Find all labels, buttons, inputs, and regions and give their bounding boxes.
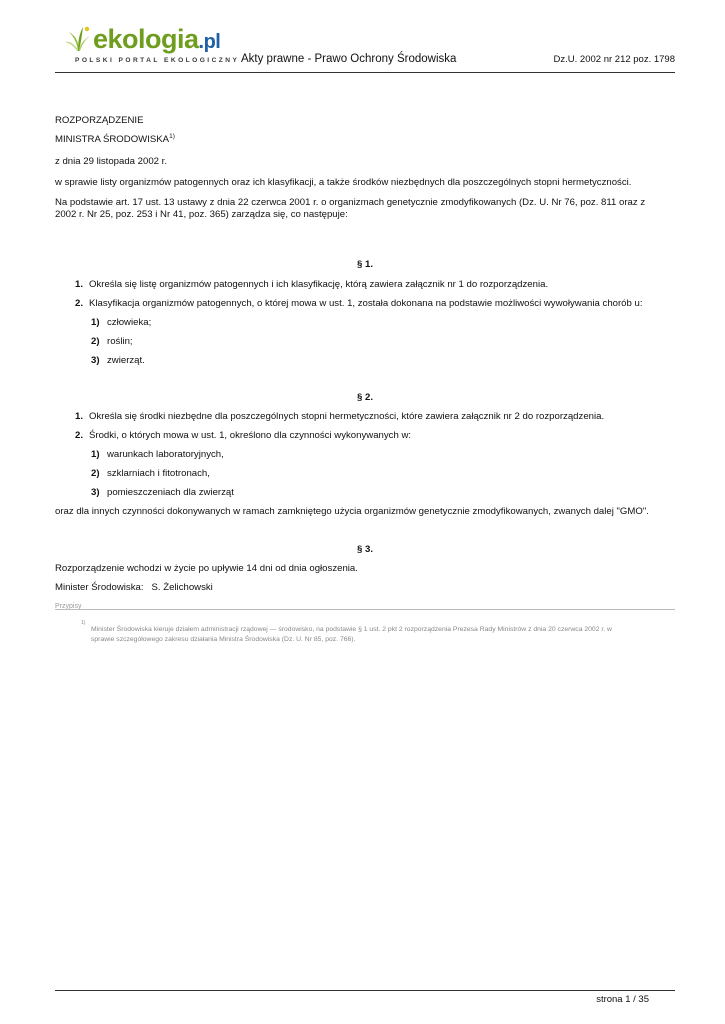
section-heading: § 2. [356, 392, 373, 403]
footnote-ref[interactable]: 1) [169, 132, 175, 140]
section-text: Rozporządzenie wchodzi w życie po upływie 14 dni od dnia ogłoszenia. [55, 563, 358, 574]
section-heading: § 1. [356, 259, 373, 270]
footnote-mark: 1) [81, 620, 86, 626]
issuer-text: MINISTRA ŚRODOWISKA [55, 134, 170, 145]
section-heading: § 3. [356, 544, 373, 555]
item-number: 1. [75, 279, 84, 290]
document-date: z dnia 29 listopada 2002 r. [55, 156, 168, 167]
document-issuer [55, 133, 673, 146]
document-preamble-line1: Na podstawie art. 17 ust. 13 ustawy z dnia 22 czerwca 2001 r. o organizmach genetycznie zmodyfikowanych (Dz. U. Nr 76, poz. 811 oraz z [55, 197, 646, 208]
item-text: szklarniach i fitotronach, [107, 468, 210, 479]
list-item [75, 297, 673, 310]
header-title: Akty prawne - Prawo Ochrony Środowiska [241, 53, 457, 65]
item-number: 2) [91, 336, 100, 347]
sub-list-item [91, 335, 651, 348]
document-type: ROZPORZĄDZENIE [55, 115, 144, 126]
item-text: człowieka; [107, 317, 152, 328]
list-item [75, 410, 673, 423]
logo-tld-text: .pl [198, 31, 221, 53]
logo-wordmark [93, 24, 220, 55]
item-text: roślin; [107, 336, 133, 347]
item-text: warunkach laboratoryjnych, [107, 449, 224, 460]
leaf-icon [63, 24, 93, 54]
footnotes-label: Przypisy [55, 603, 82, 610]
header-divider [55, 72, 675, 73]
page-header [55, 22, 675, 74]
item-number: 3) [91, 355, 100, 366]
document-subject: w sprawie listy organizmów patogennych oraz ich klasyfikacji, a także środków niezbędnych dla poszczególnych stopni hermetyczności. [55, 177, 632, 188]
sub-list-item [91, 467, 651, 480]
item-text: Określa się listę organizmów patogennych i ich klasyfikację, którą zawiera załącznik nr 1 do rozporządzenia. [89, 279, 549, 290]
item-text: Klasyfikacja organizmów patogennych, o której mowa w ust. 1, została dokonana na podstawie możliwości wywoływania chorób u: [89, 298, 643, 309]
section-closing-text: oraz dla innych czynności dokonywanych w ramach zamkniętego użycia organizmów genetycznie zmodyfikowanych, zwanych dalej "GMO". [55, 506, 649, 517]
ekologia-logo[interactable] [63, 22, 240, 70]
item-text: zwierząt. [107, 355, 145, 366]
footnotes-divider [55, 609, 675, 610]
item-number: 3) [91, 487, 100, 498]
signature: Minister Środowiska: S. Żelichowski [55, 582, 213, 593]
logo-tagline: POLSKI PORTAL EKOLOGICZNY [75, 57, 240, 64]
sub-list-item [91, 486, 651, 499]
item-number: 1. [75, 411, 84, 422]
logo-main-text: ekologia [93, 24, 199, 54]
item-number: 1) [91, 449, 100, 460]
footnote-text [91, 625, 671, 644]
header-reference: Dz.U. 2002 nr 212 poz. 1798 [553, 54, 675, 65]
item-text: Środki, o których mowa w ust. 1, określono dla czynności wykonywanych w: [89, 430, 412, 441]
list-item [75, 278, 673, 291]
item-text: pomieszczeniach dla zwierząt [107, 487, 234, 498]
footnote-line: Minister Środowiska kieruje działem administracji rządowej — środowisko, na podstawie § 1 ust. 2 pkt 2 rozporządzenia Prezesa Rady Ministrów z dnia 20 czerwca 2002 r. w [91, 626, 612, 633]
footer-divider [55, 990, 675, 991]
sub-list-item [91, 354, 651, 367]
page-number: strona 1 / 35 [596, 994, 649, 1005]
sub-list-item [91, 316, 651, 329]
item-number: 1) [91, 317, 100, 328]
sub-list-item [91, 448, 651, 461]
item-number: 2. [75, 430, 84, 441]
list-item [75, 429, 673, 442]
item-number: 2. [75, 298, 84, 309]
footnote-line: sprawie szczegółowego zakresu działania Ministra Środowiska (Dz. U. Nr 85, poz. 766). [91, 635, 356, 643]
item-number: 2) [91, 468, 100, 479]
document-preamble-line2: 2002 r. Nr 25, poz. 253 i Nr 41, poz. 365) zarządza się, co następuje: [55, 209, 348, 220]
item-text: Określa się środki niezbędne dla poszczególnych stopni hermetyczności, które zawiera załącznik nr 2 do rozporządzenia. [89, 411, 605, 422]
